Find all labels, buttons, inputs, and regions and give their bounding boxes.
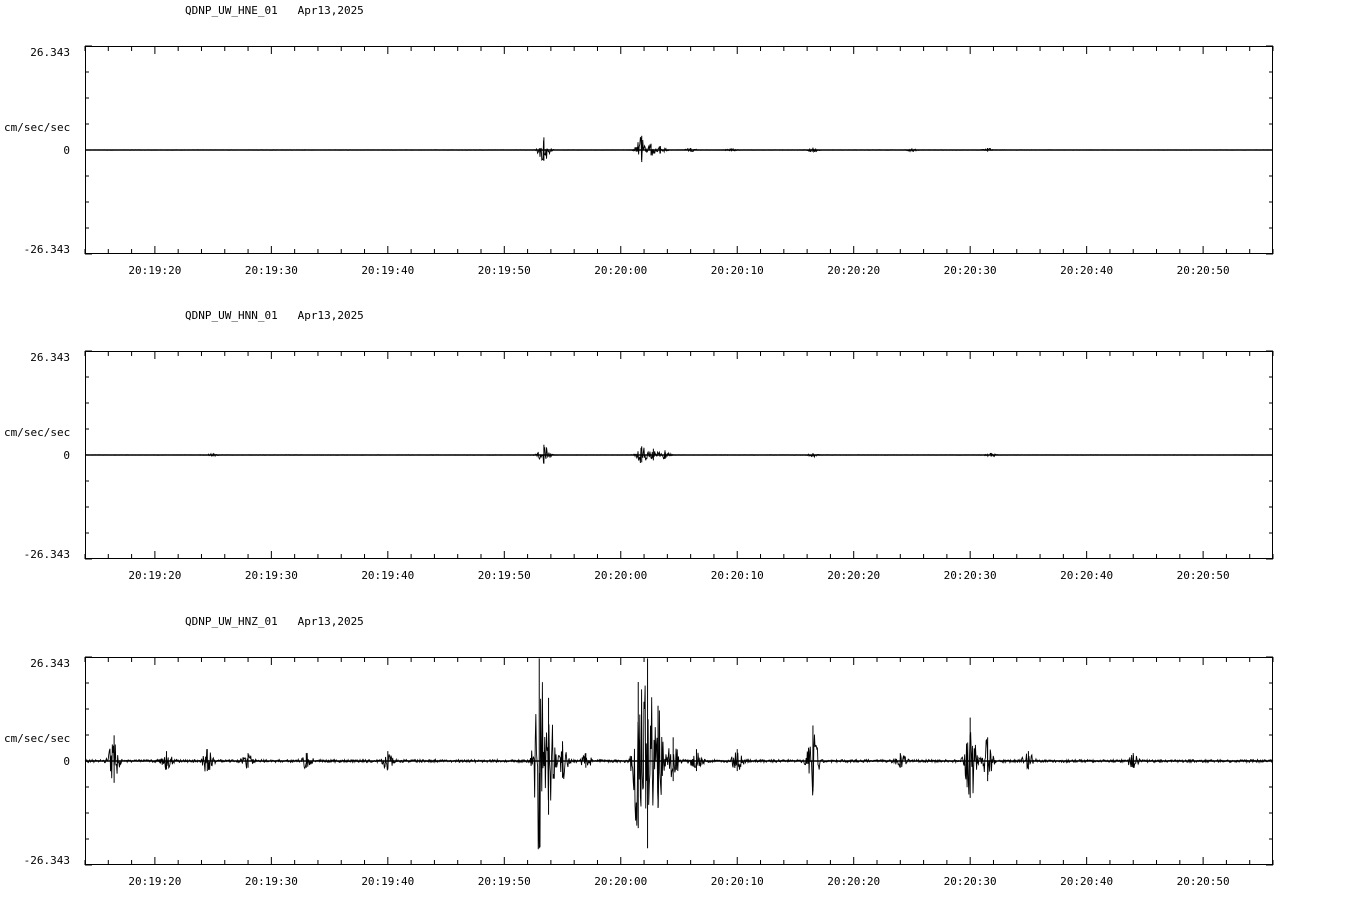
x-tick-label: 20:19:50 xyxy=(477,875,531,888)
x-tick-label: 20:19:50 xyxy=(477,264,531,277)
panel-title-hnn: QDNP_UW_HNN_01 Apr13,2025 xyxy=(185,309,364,322)
x-tick-label: 20:20:00 xyxy=(594,264,648,277)
x-tick-label: 20:20:40 xyxy=(1060,569,1114,582)
x-tick-label: 20:20:30 xyxy=(943,264,997,277)
seismogram-panel-hnn xyxy=(0,305,1358,605)
x-tick-label: 20:20:20 xyxy=(827,569,881,582)
x-tick-label: 20:19:30 xyxy=(244,875,298,888)
x-tick-label: 20:19:40 xyxy=(361,569,415,582)
x-tick-label: 20:19:30 xyxy=(244,264,298,277)
x-tick-label: 20:19:20 xyxy=(128,264,182,277)
panel-title-hnz: QDNP_UW_HNZ_01 Apr13,2025 xyxy=(185,615,364,628)
x-tick-label: 20:20:50 xyxy=(1176,875,1230,888)
x-tick-label: 20:19:40 xyxy=(361,264,415,277)
x-tick-label: 20:19:40 xyxy=(361,875,415,888)
x-tick-label: 20:19:20 xyxy=(128,875,182,888)
y-tick-top-hne: 26.343 xyxy=(30,46,70,59)
x-tick-label: 20:20:00 xyxy=(594,875,648,888)
waveform-hnz xyxy=(0,611,1358,916)
x-tick-label: 20:20:10 xyxy=(710,875,764,888)
y-tick-zero-hne: 0 xyxy=(63,144,70,157)
x-tick-label: 20:20:20 xyxy=(827,875,881,888)
x-tick-label: 20:19:30 xyxy=(244,569,298,582)
x-tick-label: 20:20:30 xyxy=(943,875,997,888)
y-tick-zero-hnn: 0 xyxy=(63,449,70,462)
y-tick-top-hnn: 26.343 xyxy=(30,351,70,364)
x-tick-label: 20:20:40 xyxy=(1060,875,1114,888)
x-tick-label: 20:19:20 xyxy=(128,569,182,582)
y-tick-bottom-hnz: -26.343 xyxy=(23,854,70,867)
y-axis-label-hnn: cm/sec/sec xyxy=(4,426,71,439)
y-tick-top-hnz: 26.343 xyxy=(30,657,70,670)
y-axis-label-hnz: cm/sec/sec xyxy=(4,732,71,745)
x-tick-label: 20:20:40 xyxy=(1060,264,1114,277)
x-tick-label: 20:20:50 xyxy=(1176,569,1230,582)
waveform-hne xyxy=(0,0,1358,300)
y-tick-bottom-hnn: -26.343 xyxy=(23,548,70,561)
waveform-hnn xyxy=(0,305,1358,605)
panel-title-hne: QDNP_UW_HNE_01 Apr13,2025 xyxy=(185,4,364,17)
seismogram-panel-hne xyxy=(0,0,1358,300)
x-tick-label: 20:20:50 xyxy=(1176,264,1230,277)
x-tick-label: 20:20:10 xyxy=(710,264,764,277)
seismogram-panel-hnz xyxy=(0,611,1358,916)
y-tick-bottom-hne: -26.343 xyxy=(23,243,70,256)
x-tick-label: 20:20:20 xyxy=(827,264,881,277)
y-axis-label-hne: cm/sec/sec xyxy=(4,121,71,134)
x-tick-label: 20:20:30 xyxy=(943,569,997,582)
y-tick-zero-hnz: 0 xyxy=(63,755,70,768)
x-tick-label: 20:20:00 xyxy=(594,569,648,582)
x-tick-label: 20:19:50 xyxy=(477,569,531,582)
x-tick-label: 20:20:10 xyxy=(710,569,764,582)
